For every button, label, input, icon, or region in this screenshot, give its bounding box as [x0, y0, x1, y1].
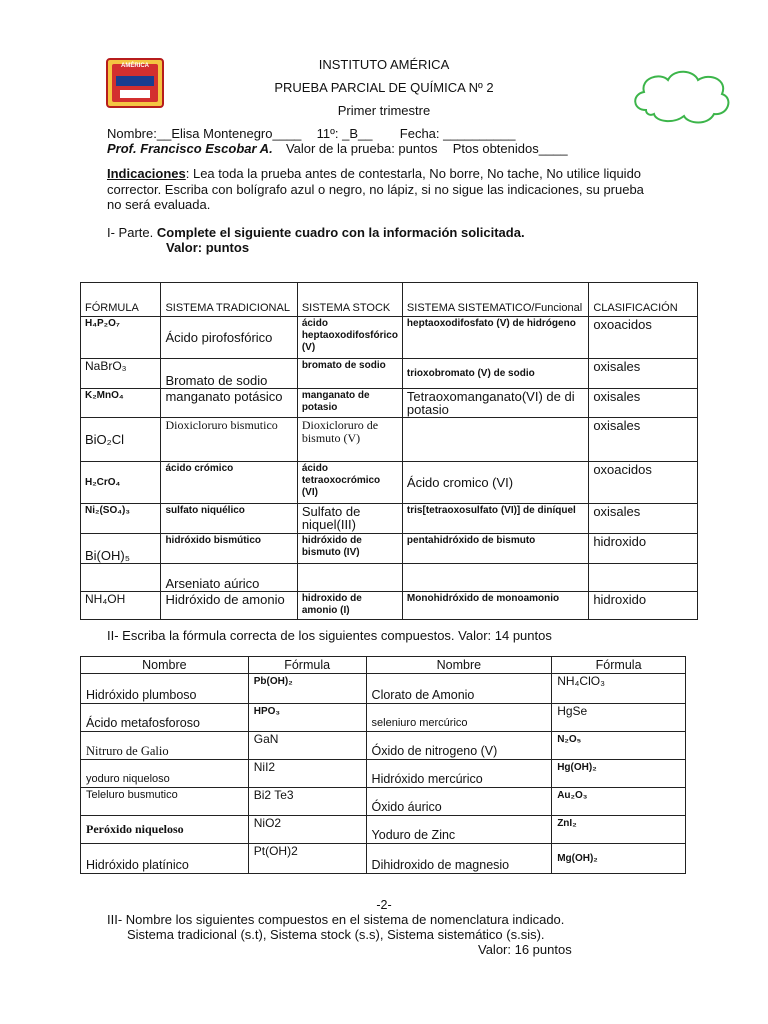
cell: GaN — [248, 732, 366, 760]
student-line — [107, 126, 515, 141]
part3-value: Valor: 16 puntos — [478, 942, 572, 957]
fecha-label: Fecha: — [399, 126, 440, 141]
table-row — [81, 844, 686, 874]
cell: Hidróxido platínico — [81, 844, 249, 874]
header-sistematico: SISTEMA SISTEMATICO/Funcional — [402, 283, 588, 317]
cell: Au₂O₃ — [552, 788, 686, 816]
cell: Tetraoxomanganato(VI) de di potasio — [402, 389, 588, 418]
cell: Ácido cromico (VI) — [402, 462, 588, 504]
cell: oxoacidos — [589, 317, 698, 359]
teacher-line — [107, 141, 568, 156]
table-header-row — [81, 283, 698, 317]
institute-name: INSTITUTO AMÉRICA — [318, 57, 450, 72]
part1-value: Valor: puntos — [166, 240, 250, 255]
table-row — [81, 592, 698, 620]
cell — [81, 564, 161, 592]
cell: Dihidroxido de magnesio — [366, 844, 552, 874]
cell: Óxido de nitrogeno (V) — [366, 732, 552, 760]
part1-title: Complete el siguiente cuadro con la información solicitada. — [156, 225, 525, 240]
cell: Dioxicloruro de bismuto (V) — [297, 418, 402, 462]
grade-value: _B__ — [342, 126, 373, 141]
cell: yoduro niqueloso — [81, 760, 249, 788]
page-number: -2- — [376, 898, 392, 912]
cell: hidroxido — [589, 592, 698, 620]
instructions-label: Indicaciones — [107, 166, 186, 181]
cell: NiI2 — [248, 760, 366, 788]
formula-table — [80, 656, 686, 874]
cell: Bromato de sodio — [161, 359, 297, 389]
nomenclature-table — [80, 282, 698, 620]
cell: Pt(OH)2 — [248, 844, 366, 874]
cell: Bi2 Te3 — [248, 788, 366, 816]
cell: Pb(OH)₂ — [248, 674, 366, 704]
cell: oxisales — [589, 418, 698, 462]
header-formula: FÓRMULA — [81, 283, 161, 317]
cell: sulfato niquélico — [161, 504, 297, 534]
cell: ZnI₂ — [552, 816, 686, 844]
table-row — [81, 760, 686, 788]
cell: Peróxido niqueloso — [81, 816, 249, 844]
header-nombre: Nombre — [81, 657, 249, 674]
cell: Dioxicloruro bismutico — [161, 418, 297, 462]
cell: Ni₂(SO₄)₃ — [81, 504, 161, 534]
part1-heading — [107, 225, 525, 240]
header-stock: SISTEMA STOCK — [297, 283, 402, 317]
cell: Hidróxido mercúrico — [366, 760, 552, 788]
cell: Hidróxido de amonio — [161, 592, 297, 620]
cell: oxisales — [589, 389, 698, 418]
cell: Arseniato aúrico — [161, 564, 297, 592]
instructions-text: : Lea toda la prueba antes de contestarla, No borre, No tache, No utilice liquido corrector. Escriba con bolígrafo azul o negro, no lápiz, si no sigue las indicaciones, su prueba no será evaluada. — [107, 166, 644, 212]
cell: hidróxido bismútico — [161, 534, 297, 564]
cell: Nitruro de Galio — [81, 732, 249, 760]
table-row — [81, 462, 698, 504]
part1-prefix: I- Parte. — [107, 225, 154, 240]
cell: N₂O₅ — [552, 732, 686, 760]
part3-systems: Sistema tradicional (s.t), Sistema stock (s.s), Sistema sistemático (s.sis). — [127, 927, 545, 942]
exam-title: PRUEBA PARCIAL DE QUÍMICA Nº 2 — [274, 80, 494, 95]
header-clasificacion: CLASIFICACIÓN — [589, 283, 698, 317]
header-tradicional: SISTEMA TRADICIONAL — [161, 283, 297, 317]
cell: ácido crómico — [161, 462, 297, 504]
cell: Mg(OH)₂ — [552, 844, 686, 874]
fecha-value: __________ — [443, 126, 516, 141]
table-row — [81, 359, 698, 389]
header-formula: Fórmula — [248, 657, 366, 674]
cell: oxoacidos — [589, 462, 698, 504]
cell: HPO₃ — [248, 704, 366, 732]
part2-heading: II- Escriba la fórmula correcta de los siguientes compuestos. Valor: 14 puntos — [107, 628, 552, 643]
table-row — [81, 418, 698, 462]
cell: manganato potásico — [161, 389, 297, 418]
cell: manganato de potasio — [297, 389, 402, 418]
cell: Ácido metafosforoso — [81, 704, 249, 732]
table-row — [81, 317, 698, 359]
cell: pentahidróxido de bismuto — [402, 534, 588, 564]
table-row — [81, 564, 698, 592]
cell — [589, 564, 698, 592]
table-row — [81, 389, 698, 418]
cell: HgSe — [552, 704, 686, 732]
cell: hidróxido de bismuto (IV) — [297, 534, 402, 564]
cell: Hg(OH)₂ — [552, 760, 686, 788]
cloud-icon — [628, 66, 734, 128]
cell: BiO₂Cl — [81, 418, 161, 462]
table-row — [81, 732, 686, 760]
cell: seleniuro mercúrico — [366, 704, 552, 732]
cell: hidroxido — [589, 534, 698, 564]
table-row — [81, 534, 698, 564]
nombre-label: Nombre: — [107, 126, 157, 141]
cell: oxisales — [589, 504, 698, 534]
cell: bromato de sodio — [297, 359, 402, 389]
cell: Hidróxido plumboso — [81, 674, 249, 704]
part3-heading: III- Nombre los siguientes compuestos en el sistema de nomenclatura indicado. — [107, 912, 565, 927]
grade-label: 11º: — [316, 126, 339, 141]
table-header-row — [81, 657, 686, 674]
logo-text: AMÉRICA — [121, 63, 149, 69]
header-nombre: Nombre — [366, 657, 552, 674]
cell: Sulfato de niquel(III) — [297, 504, 402, 534]
table-row — [81, 788, 686, 816]
exam-value: Valor de la prueba: puntos — [285, 141, 438, 156]
cell: NH₄ClO₃ — [552, 674, 686, 704]
table-row — [81, 704, 686, 732]
cell: Ácido pirofosfórico — [161, 317, 297, 359]
cell — [402, 418, 588, 462]
instructions — [107, 166, 647, 213]
table-row — [81, 816, 686, 844]
cell: ácido tetraoxocrómico (VI) — [297, 462, 402, 504]
points-obtained: Ptos obtenidos____ — [452, 141, 568, 156]
term: Primer trimestre — [337, 103, 431, 118]
cell: Óxido áurico — [366, 788, 552, 816]
table-row — [81, 504, 698, 534]
cell: Clorato de Amonio — [366, 674, 552, 704]
cell: H₄P₂O₇ — [81, 317, 161, 359]
cell — [297, 564, 402, 592]
cell: NiO2 — [248, 816, 366, 844]
cell: Bi(OH)₅ — [81, 534, 161, 564]
cell: hidroxido de amonio (I) — [297, 592, 402, 620]
cell — [402, 564, 588, 592]
cell: Teleluro busmutico — [81, 788, 249, 816]
teacher-name: Prof. Francisco Escobar A. — [107, 141, 273, 156]
cell: H₂CrO₄ — [81, 462, 161, 504]
cell: K₂MnO₄ — [81, 389, 161, 418]
nombre-value: __Elisa Montenegro____ — [156, 126, 302, 141]
cell: oxisales — [589, 359, 698, 389]
cell: trioxobromato (V) de sodio — [402, 359, 588, 389]
table-row — [81, 674, 686, 704]
cell: heptaoxodifosfato (V) de hidrógeno — [402, 317, 588, 359]
cell: Monohidróxido de monoamonio — [402, 592, 588, 620]
cell: tris[tetraoxosulfato (VI)] de diníquel — [402, 504, 588, 534]
cell: Yoduro de Zinc — [366, 816, 552, 844]
cell: ácido heptaoxodifosfórico (V) — [297, 317, 402, 359]
cell: NH₄OH — [81, 592, 161, 620]
cell: NaBrO₃ — [81, 359, 161, 389]
header-formula: Fórmula — [552, 657, 686, 674]
